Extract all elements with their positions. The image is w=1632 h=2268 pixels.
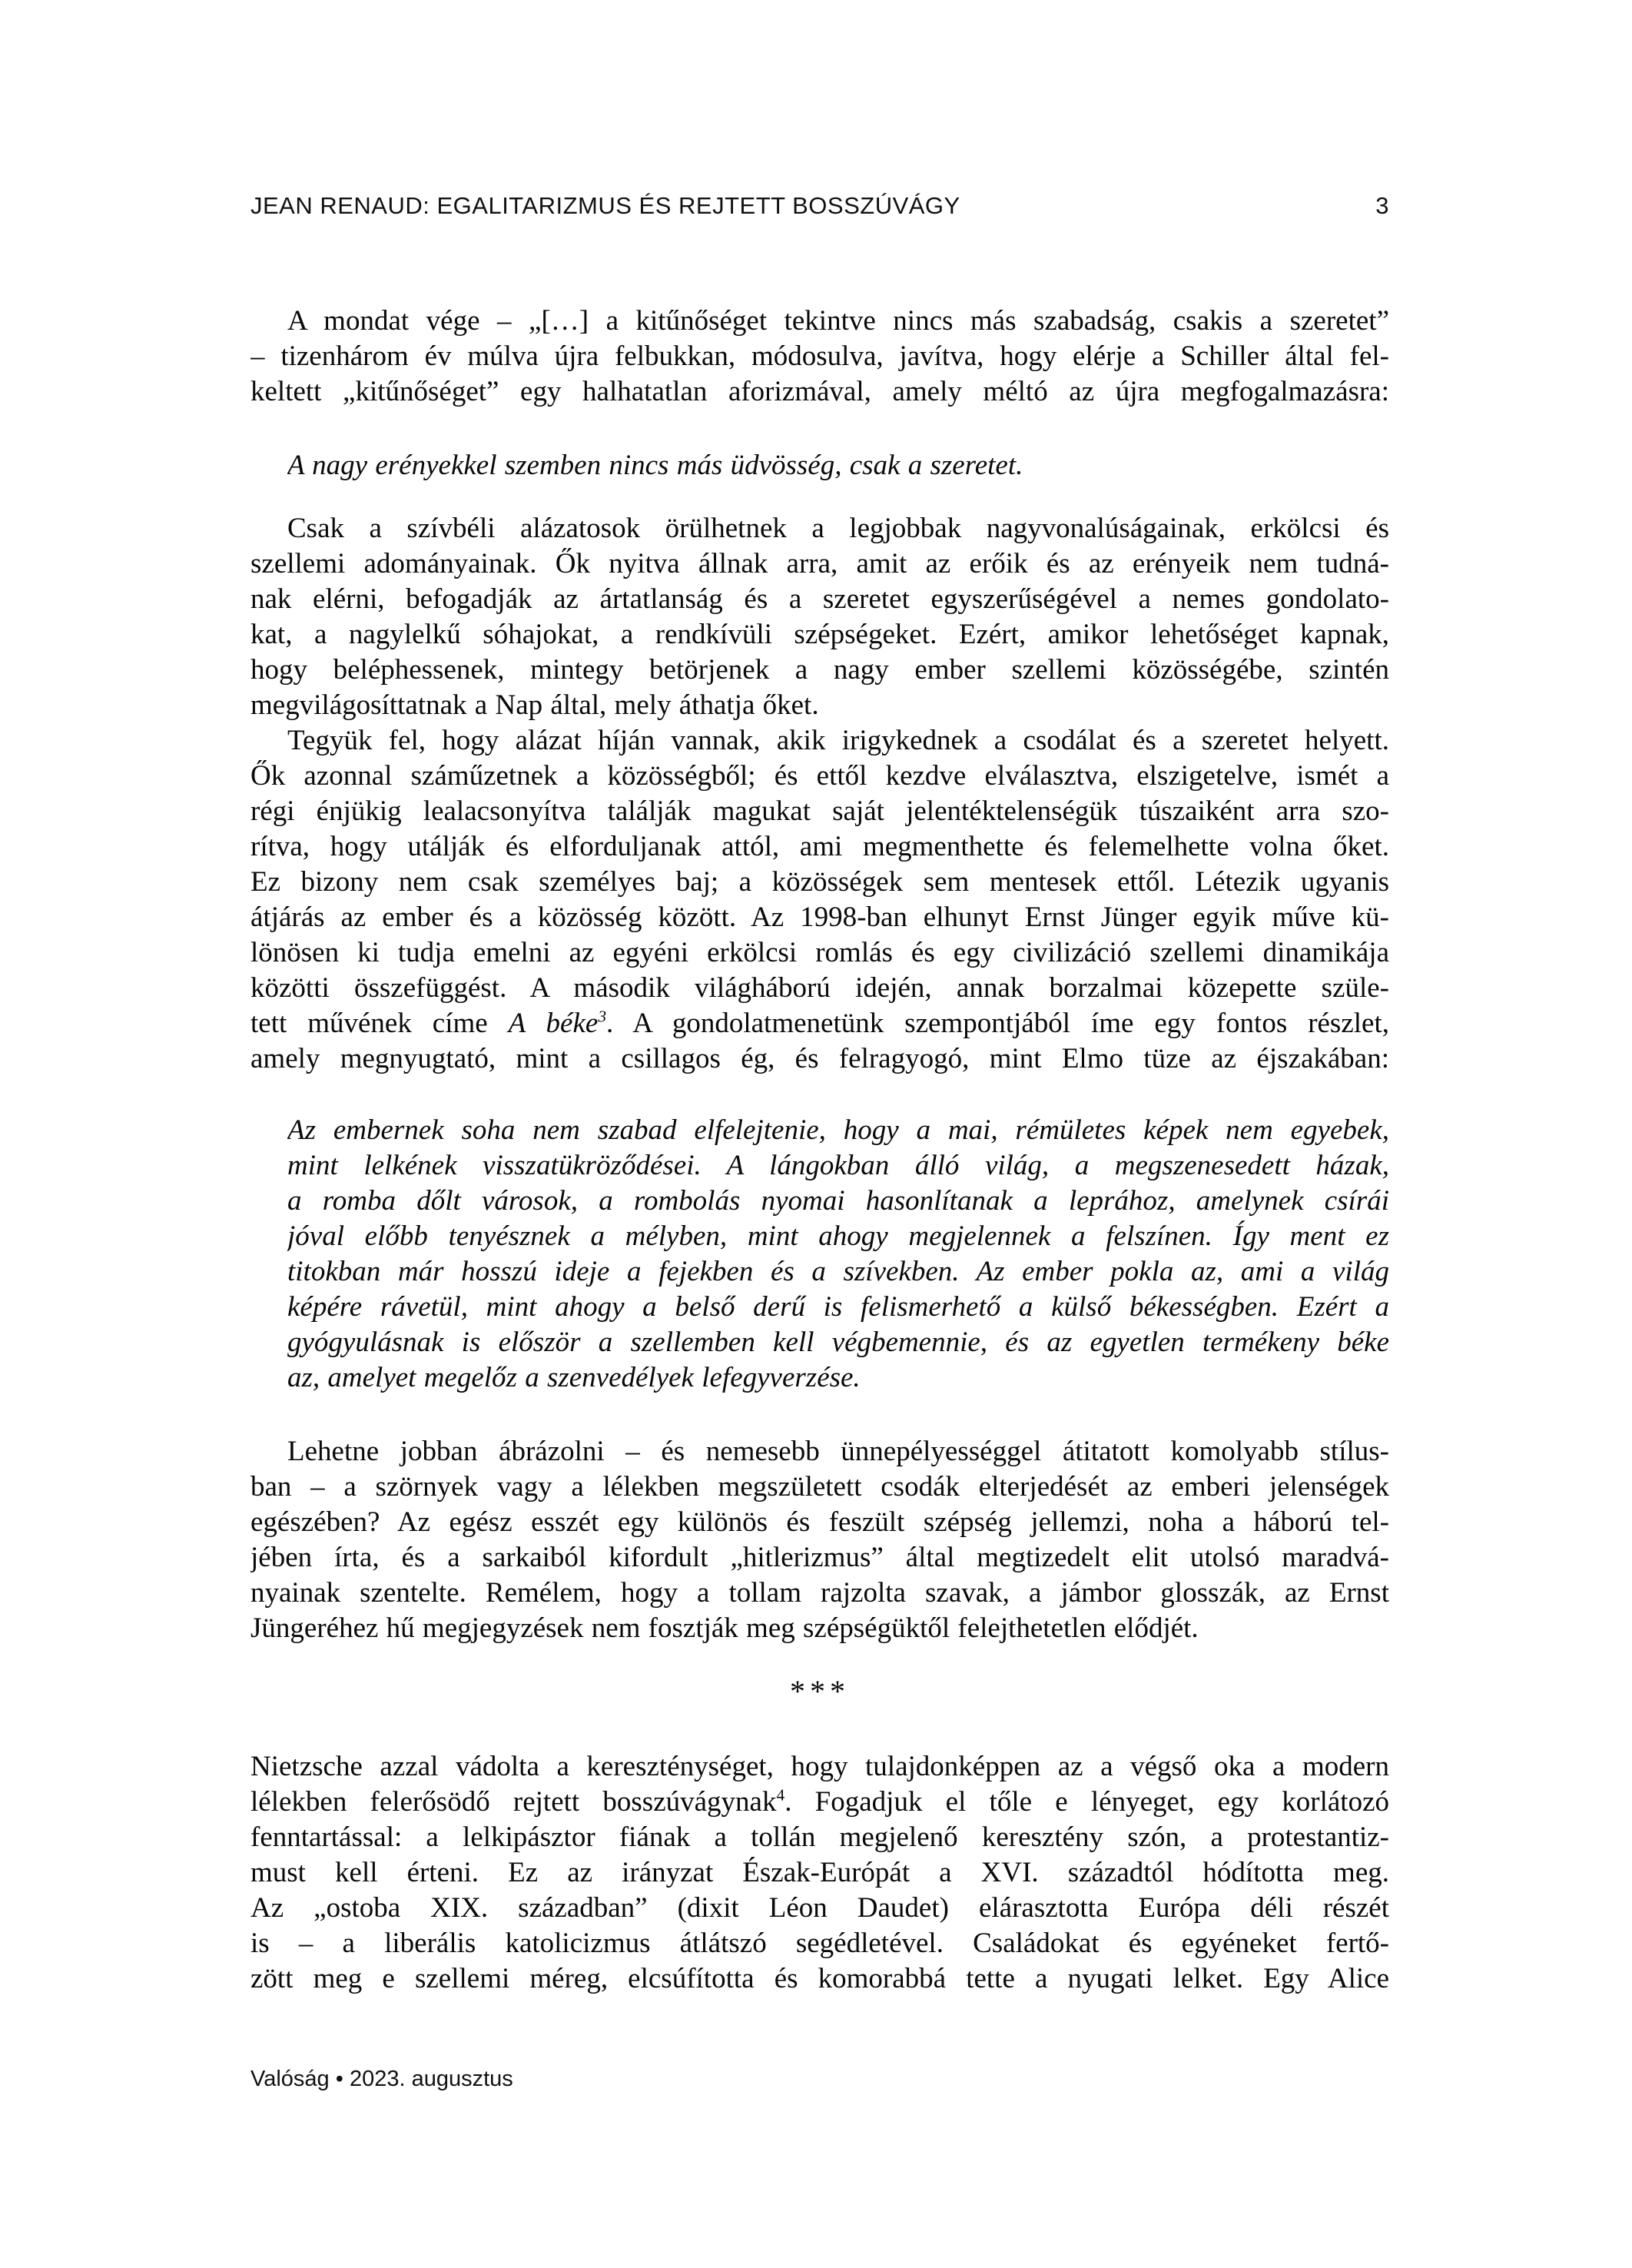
- text-line: Ez bizony nem csak személyes baj; a közösségek sem mentesek ettől. Létezik ugyanis: [250, 866, 1389, 898]
- section-separator: ***: [790, 1674, 850, 1708]
- text-line: titokban már hosszú ideje a fejekben és a szívekben. Az ember pokla az, ami a világ: [287, 1256, 1389, 1287]
- text-line: Tegyük fel, hogy alázat híján vannak, akik irigykednek a csodálat és a szeretet helyett.: [287, 725, 1389, 756]
- text-line: lélekben felerősödő rejtett bosszúvágynak$^4$. Fogadjuk el tőle e lényeget, egy korlátozó: [250, 1785, 1389, 1818]
- footer-issue-date: 2023. augusztus: [349, 2067, 513, 2091]
- text-line: A nagy erényekkel szemben nincs más üdvösség, csak a szeretet.: [287, 450, 1023, 481]
- text-line: keltett „kitűnőséget” egy halhatatlan aforizmával, amely méltó az újra megfogalmazásra:: [250, 376, 1389, 407]
- article-body: [250, 304, 1389, 1997]
- text-line: gyógyulásnak is először a szellemben kell végbemennie, és az egyetlen termékeny béke: [287, 1327, 1389, 1358]
- running-footer: [250, 2066, 513, 2092]
- text-line: Az embernek soha nem szabad elfelejtenie, hogy a mai, rémületes képek nem egyebek,: [287, 1114, 1389, 1146]
- text-line: régi énjükig lealacsonyítva találják magukat saját jelentéktelenségük túszaiként arra szo-: [250, 795, 1389, 827]
- text-line: jóval előbb tenyésznek a mélyben, mint ahogy megjelennek a felszínen. Így ment ez: [287, 1220, 1389, 1252]
- text-line: szellemi adományainak. Ők nyitva állnak arra, amit az erőik és az erényeik nem tudná-: [250, 548, 1389, 579]
- text-line: amely megnyugtató, mint a csillagos ég, és felragyogó, mint Elmo tüze az éjszakában:: [250, 1043, 1389, 1074]
- text-line: ban – a szörnyek vagy a lélekben megszületett csodák elterjedését az emberi jelenségek: [250, 1471, 1389, 1503]
- text-line: nak elérni, befogadják az ártatlanság és a szeretet egyszerűségével a nemes gondolato-: [250, 583, 1389, 615]
- text-line: kat, a nagylelkű sóhajokat, a rendkívüli szépségeket. Ezért, amikor lehetőséget kapnak,: [250, 619, 1389, 650]
- running-header: [250, 192, 1389, 220]
- page-number: 3: [1375, 192, 1389, 219]
- text-line: – tizenhárom év múlva újra felbukkan, módosulva, javítva, hogy elérje a Schiller által fel-: [250, 340, 1389, 372]
- text-line: közötti összefüggést. A második világháború idején, annak borzalmai közepette szüle-: [250, 972, 1389, 1004]
- text-line: jében írta, és a sarkaiból kifordult „hitlerizmus” által megtizedelt elit utolsó maradvá-: [250, 1542, 1389, 1573]
- text-line: Csak a szívbéli alázatosok örülhetnek a legjobbak nagyvonalúságainak, erkölcsi és: [287, 513, 1389, 544]
- footer-journal-name: Valóság: [250, 2067, 330, 2091]
- text-line: Ők azonnal száműzetnek a közösségből; és ettől kezdve elválasztva, elszigetelve, ismét a: [250, 760, 1389, 792]
- header-title: JEAN RENAUD: EGALITARIZMUS ÉS REJTETT BOSSZÚVÁGY: [250, 192, 960, 219]
- footer-bullet: •: [335, 2067, 343, 2091]
- text-line: megvilágosíttatnak a Nap által, mely áthatja őket.: [250, 689, 819, 721]
- text-line: hogy beléphessenek, mintegy betörjenek a nagy ember szellemi közösségébe, szintén: [250, 654, 1389, 686]
- text-line: Jüngeréhez hű megjegyzések nem fosztják meg szépségüktől felejthetetlen elődjét.: [250, 1612, 1199, 1644]
- block-quote: [250, 448, 1389, 483]
- text-line: lönösen ki tudja emelni az egyéni erkölcsi romlás és egy civilizáció szellemi dinamikája: [250, 937, 1389, 968]
- body-paragraph: [250, 304, 1389, 410]
- text-line: Nietzsche azzal vádolta a kereszténységet, hogy tulajdonképpen az a végső oka a modern: [250, 1751, 1389, 1782]
- block-quote: [250, 1113, 1389, 1396]
- text-line: rítva, hogy utálják és elforduljanak attól, ami megmenthette és felemelhette volna őket.: [250, 831, 1389, 862]
- text-line: A mondat vége – „[…] a kitűnőséget tekintve nincs más szabadság, csakis a szeretet”: [287, 305, 1389, 337]
- text-line: Lehetne jobban ábrázolni – és nemesebb ünnepélyességgel átitatott komolyabb stílus-: [287, 1436, 1389, 1467]
- body-paragraph: [250, 511, 1389, 723]
- text-line: mint lelkének visszatükröződései. A lángokban álló világ, a megszenesedett házak,: [287, 1150, 1389, 1181]
- text-line: képére rávetül, mint ahogy a belső derű is felismerhető a külső békességben. Ezért a: [287, 1291, 1389, 1323]
- text-line: az, amelyet megelőz a szenvedélyek lefegyverzése.: [287, 1362, 861, 1393]
- text-line: tett művének címe A béke$^3$. A gondolatmenetünk szempontjából íme egy fontos részlet,: [250, 1007, 1389, 1039]
- text-line: nyainak szentelte. Remélem, hogy a tollam rajzolta szavak, a jámbor glosszák, az Ernst: [250, 1577, 1389, 1609]
- text-line: is – a liberális katolicizmus átlátszó segédletével. Családokat és egyéneket fertő-: [250, 1928, 1389, 1959]
- text-line: fenntartással: a lelkipásztor fiának a tollán megjelenő keresztény szón, a protestantiz-: [250, 1821, 1389, 1853]
- text-line: a romba dőlt városok, a rombolás nyomai hasonlítanak a leprához, amelynek csírái: [287, 1185, 1389, 1217]
- body-paragraph: [250, 723, 1389, 1077]
- text-line: zött meg e szellemi méreg, elcsúfította és komorabbá tette a nyugati lelket. Egy Alice: [250, 1963, 1389, 1994]
- text-line: átjárás az ember és a közösség között. Az 1998-ban elhunyt Ernst Jünger egyik műve kü-: [250, 902, 1389, 933]
- text-line: must kell érteni. Ez az irányzat Észak-Európát a XVI. századtól hódította meg.: [250, 1857, 1389, 1888]
- body-paragraph: [250, 1749, 1389, 1997]
- text-line: egészében? Az egész esszét egy különös és feszült szépség jellemzi, noha a háború tel-: [250, 1506, 1389, 1538]
- text-line: Az „ostoba XIX. században” (dixit Léon Daudet) elárasztotta Európa déli részét: [250, 1892, 1389, 1924]
- body-paragraph: [250, 1434, 1389, 1646]
